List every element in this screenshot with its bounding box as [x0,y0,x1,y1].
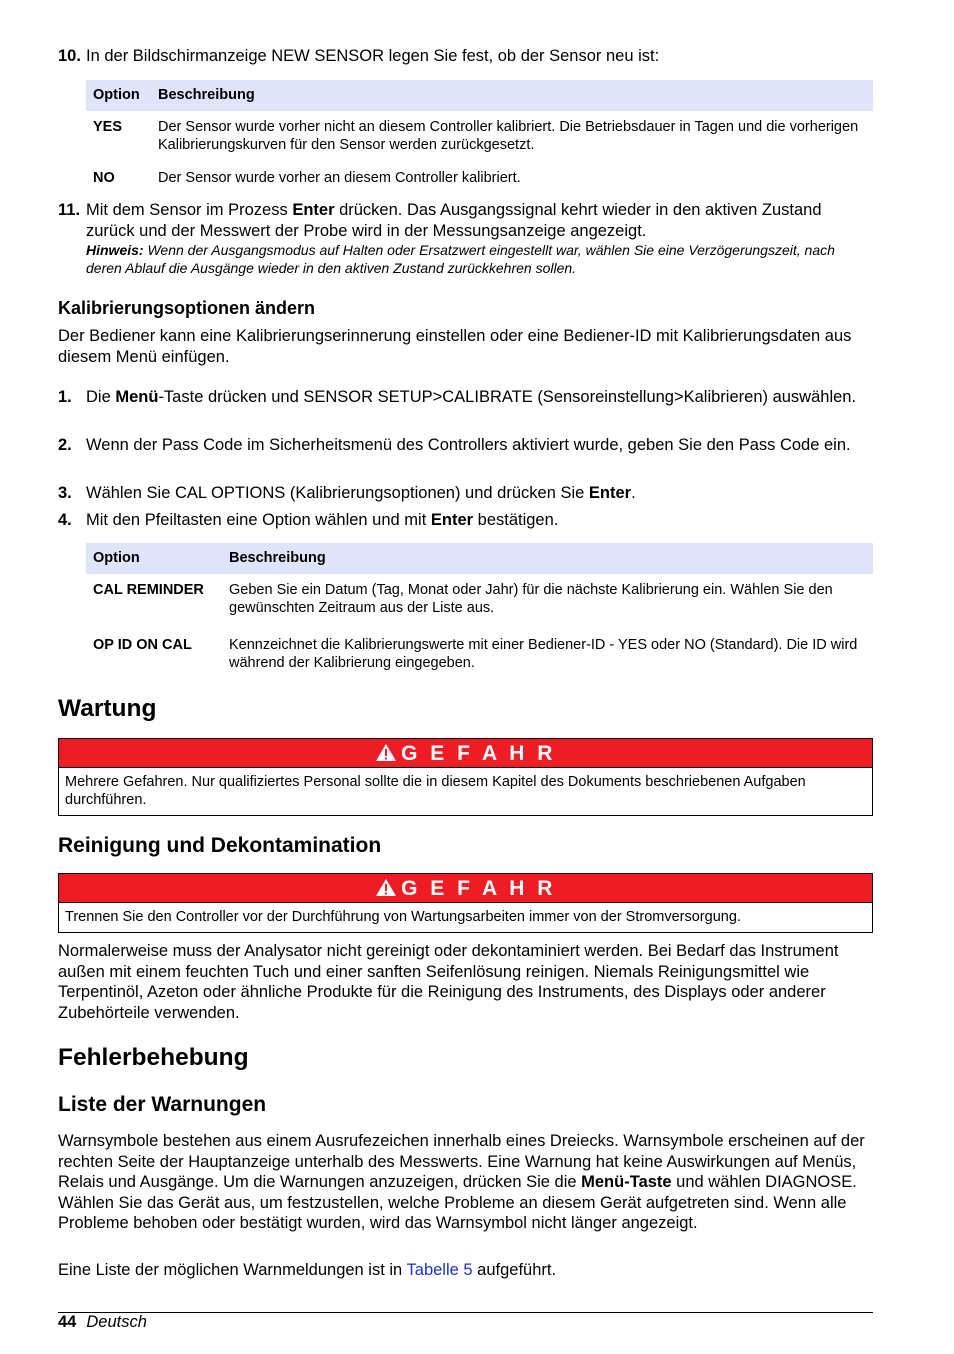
chapter-heading: Wartung [58,695,157,722]
text-run: . [631,484,636,502]
key-name: Enter [292,201,335,219]
warning-triangle-icon [375,878,397,897]
body-paragraph: Normalerweise muss der Analysator nicht gereinigt oder dekontaminiert werden. Bei Bedarf das Instrument außen mit einem feuchten Tuch und einer sanften Seifenlösung reinigen. Niemals Reinigungsmittel wie Terpentinöl, Azeton oder ähnliche Produkte für die Reinigung des Instruments, des Displays oder anderer Zubehörteile verwenden. [58,942,839,1022]
table-header: Option [86,543,222,574]
step-text: Wenn der Pass Code im Sicherheitsmenü des Controllers aktiviert wurde, geben Sie den Pass Code ein. [86,436,851,454]
table-row [86,574,873,629]
note [86,241,873,277]
text-run: Die [86,388,116,406]
section-heading: Reinigung und Dekontamination [58,834,382,857]
text-run: -Taste drücken und SENSOR SETUP>CALIBRATE (Sensoreinstellung>Kalibrieren) auswählen. [158,388,857,406]
danger-box [58,873,873,933]
body-paragraph [58,1131,873,1234]
step-number: 2. [58,436,72,454]
step-text [86,200,873,241]
note-text: Wenn der Ausgangsmodus auf Halten oder Ersatzwert eingestellt war, wählen Sie eine Verzögerungszeit, nach deren Ablauf die Ausgänge wieder in den aktiven Zustand zurückkehren sollen. [86,242,835,276]
danger-box [58,738,873,816]
step-number: 11. [58,201,81,219]
step-10 [58,46,873,67]
footer-divider [58,1312,873,1313]
text-run: Warnsymbole bestehen aus einem Ausrufezeichen innerhalb eines Dreiecks. Warnsymbole erscheinen auf der rechten Seite der Hauptanzeige unterhalb des Messwerts. Eine Warnung hat keine Auswirkungen auf Menüs, Relais und Ausgänge. Um die Warnungen anzuzeigen, drücken Sie die [58,1132,865,1191]
step-4 [58,510,873,531]
note-label: Hinweis: [86,242,144,258]
table-header: Beschreibung [222,543,873,574]
danger-label: G E F A H R [401,742,556,765]
key-name: Menü-Taste [581,1173,672,1191]
section-heading: Liste der Warnungen [58,1093,267,1116]
table-header-row [86,80,873,111]
table-cell-description: Der Sensor wurde vorher nicht an diesem Controller kalibriert. Die Betriebsdauer in Tagen und die vorherigen Kalibrierungskurven für den Sensor werden zurückgesetzt. [158,119,859,153]
step-1 [58,387,873,408]
step-text [86,510,873,531]
table-header: Option [86,80,151,111]
table-row [86,629,873,680]
section-intro: Der Bediener kann eine Kalibrierungserinnerung einstellen oder eine Bediener-ID mit Kalibrierungsdaten aus diesem Menü einfügen. [58,327,852,366]
danger-text: Trennen Sie den Controller vor der Durchführung von Wartungsarbeiten immer von der Stromversorgung. [65,909,741,925]
page-footer [58,1312,147,1332]
text-run: Mit den Pfeiltasten eine Option wählen und mit [86,511,431,529]
step-number: 10. [58,47,81,65]
step-text [86,387,873,408]
table-header-row [86,543,873,574]
table-cell-description: Der Sensor wurde vorher an diesem Controller kalibriert. [158,170,521,186]
danger-bar [59,874,872,903]
step-2 [58,435,873,456]
key-name: Enter [588,484,632,502]
key-name: Menü [115,388,159,406]
options-table-new-sensor [86,80,873,195]
options-table-cal [86,543,873,680]
text-run: Eine Liste der möglichen Warnmeldungen ist in [58,1261,407,1279]
step-number: 4. [58,511,72,529]
section-heading: Kalibrierungsoptionen ändern [58,298,316,318]
text-run: bestätigen. [473,511,559,529]
table-cell-description: Kennzeichnet die Kalibrierungswerte mit einer Bediener-ID - YES oder NO (Standard). Die ID wird während der Kalibrierung eingegeben. [229,637,858,671]
text-run: und wählen DIAGNOSE. Wählen Sie das Gerät aus, um festzustellen, welche Probleme an diesem Gerät aufgetreten sind. Wenn alle Probleme behoben oder bestätigt wurden, wird das Warnsymbol nicht länger angezeigt. [58,1173,857,1232]
table-header: Beschreibung [151,80,873,111]
danger-text: Mehrere Gefahren. Nur qualifiziertes Personal sollte die in diesem Kapitel des Dokuments beschriebenen Aufgaben durchführen. [65,774,806,808]
table-reference-link[interactable]: Tabelle 5 [406,1261,473,1279]
table-cell-option: OP ID ON CAL [93,637,192,653]
text-run: Mit dem Sensor im Prozess [86,201,293,219]
body-paragraph [58,1260,873,1281]
table-row [86,111,873,162]
page-number: 44 [58,1313,77,1331]
text-run: Wählen Sie CAL OPTIONS (Kalibrierungsoptionen) und drücken Sie [86,484,589,502]
chapter-heading: Fehlerbehebung [58,1044,249,1071]
text-run: drücken. Das Ausgangssignal kehrt wieder in den aktiven Zustand zurück und der Messwert der Probe wird in der Messungsanzeige angezeigt. [86,201,822,240]
footer-language: Deutsch [86,1313,147,1331]
step-3 [58,483,873,504]
step-text [86,483,873,504]
text-run: aufgeführt. [472,1261,557,1279]
table-cell-option: YES [93,119,123,135]
step-11 [58,200,873,277]
step-number: 1. [58,388,72,406]
danger-bar [59,739,872,768]
step-number: 3. [58,484,72,502]
table-cell-description: Geben Sie ein Datum (Tag, Monat oder Jahr) für die nächste Kalibrierung ein. Wählen Sie den gewünschten Zeitraum aus der Liste aus. [229,582,833,616]
step-text: In der Bildschirmanzeige NEW SENSOR legen Sie fest, ob der Sensor neu ist: [86,47,660,65]
table-row [86,162,873,195]
warning-triangle-icon [375,743,397,762]
table-cell-option: CAL REMINDER [93,582,204,598]
table-cell-option: NO [93,170,115,186]
danger-label: G E F A H R [401,877,556,900]
key-name: Enter [430,511,474,529]
